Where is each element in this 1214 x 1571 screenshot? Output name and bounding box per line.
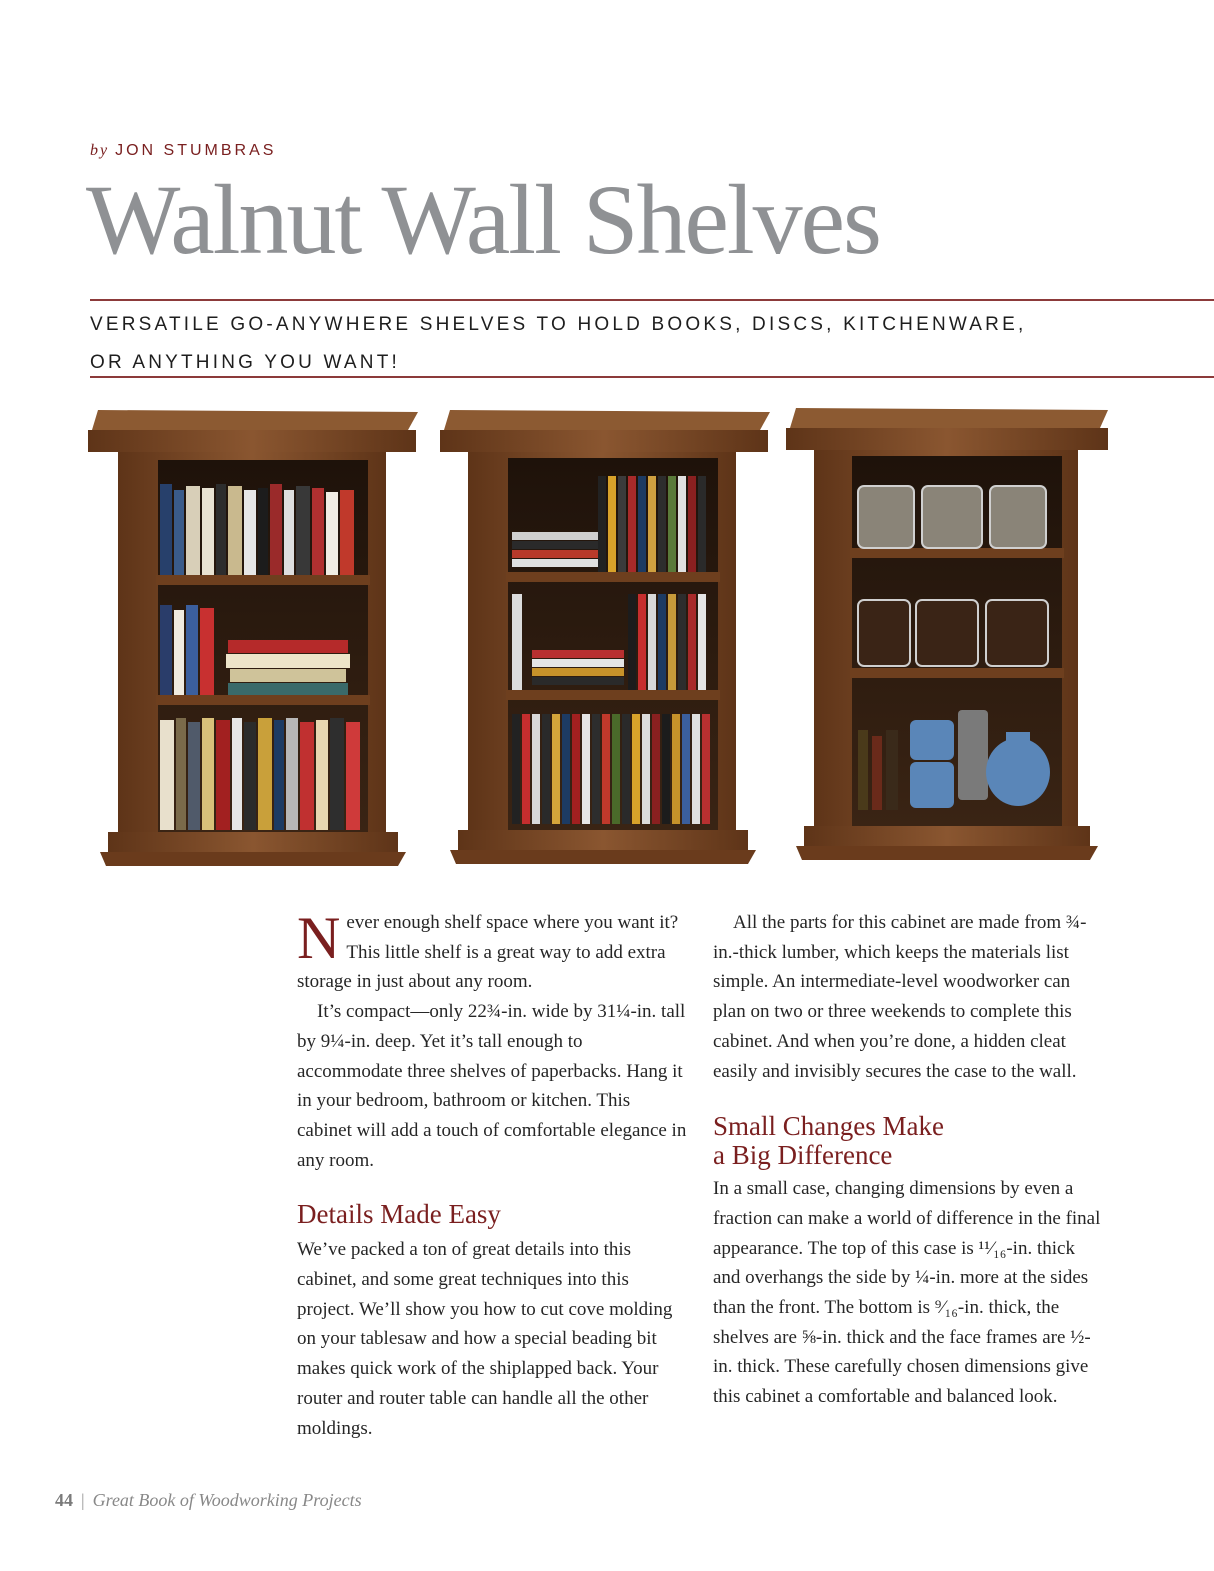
right-column bbox=[713, 908, 1105, 1412]
author-name: JON STUMBRAS bbox=[115, 142, 277, 159]
heading-small-changes bbox=[713, 1112, 1105, 1170]
cabinet-books bbox=[88, 410, 418, 866]
cabinet-kitchenware bbox=[786, 408, 1108, 860]
heading-details-made-easy: Details Made Easy bbox=[297, 1199, 501, 1230]
dimensions-paragraph: It’s compact—only 22¾-in. wide by 31¼-in. tall by 9¼-in. deep. Yet it’s tall enough to accommodate three shelves of paperbacks. Hang it in your bedroom, bathroom or kitchen. This cabinet will add a touch of comfortable elegance in any room. bbox=[297, 1001, 687, 1171]
footer-separator: | bbox=[81, 1490, 85, 1510]
cabinet-discs bbox=[440, 410, 770, 864]
materials-paragraph: All the parts for this cabinet are made from ¾-in.-thick lumber, which keeps the materials list simple. An intermediate-level woodworker can plan on two or three weekends to complete this cabinet. And when you’re done, a hidden cleat easily and invisibly secures the case to the wall. bbox=[713, 912, 1087, 1082]
byline-prefix: by bbox=[90, 142, 110, 159]
cabinets-photo bbox=[88, 400, 1118, 870]
heading-small-changes-line-1: Small Changes Make bbox=[713, 1111, 944, 1142]
byline bbox=[90, 142, 276, 160]
page-number: 44 bbox=[55, 1490, 73, 1510]
page-footer bbox=[55, 1490, 362, 1511]
left-column bbox=[297, 905, 689, 1443]
publication-title: Great Book of Woodworking Projects bbox=[92, 1490, 362, 1510]
top-rule bbox=[90, 299, 1214, 301]
heading-small-changes-line-2: a Big Difference bbox=[713, 1140, 893, 1171]
drop-cap: N bbox=[297, 905, 341, 971]
article-title: Walnut Wall Shelves bbox=[86, 164, 880, 275]
intro-text: ever enough shelf space where you want it? This little shelf is a great way to add extra storage in just about any room. bbox=[297, 912, 679, 993]
bottom-rule bbox=[90, 376, 1214, 378]
small-changes-paragraph: In a small case, changing dimensions by even a fraction can make a world of difference in the final appearance. The top of this case is ¹¹⁄₁₆-in. thick and overhangs the side by ¼-in. more at the sides than the front. The bottom is ⁹⁄₁₆-in. thick, the shelves are ⅝-in. thick and the face frames are ½-in. thick. These carefully chosen dimensions give this cabinet a comfortable and balanced look. bbox=[713, 1178, 1101, 1408]
subtitle-line-1: VERSATILE GO-ANYWHERE SHELVES TO HOLD BOOKS, DISCS, KITCHENWARE, bbox=[90, 314, 1027, 335]
details-paragraph: We’ve packed a ton of great details into this cabinet, and some great techniques into this project. We’ll show you how to cut cove molding on your tablesaw and how a special beading bit makes quick work of the shiplapped back. Your router and router table can handle all the other moldings. bbox=[297, 1239, 673, 1439]
intro-paragraph bbox=[297, 905, 689, 997]
subtitle bbox=[90, 306, 1090, 382]
subtitle-line-2: OR ANYTHING YOU WANT! bbox=[90, 352, 400, 373]
